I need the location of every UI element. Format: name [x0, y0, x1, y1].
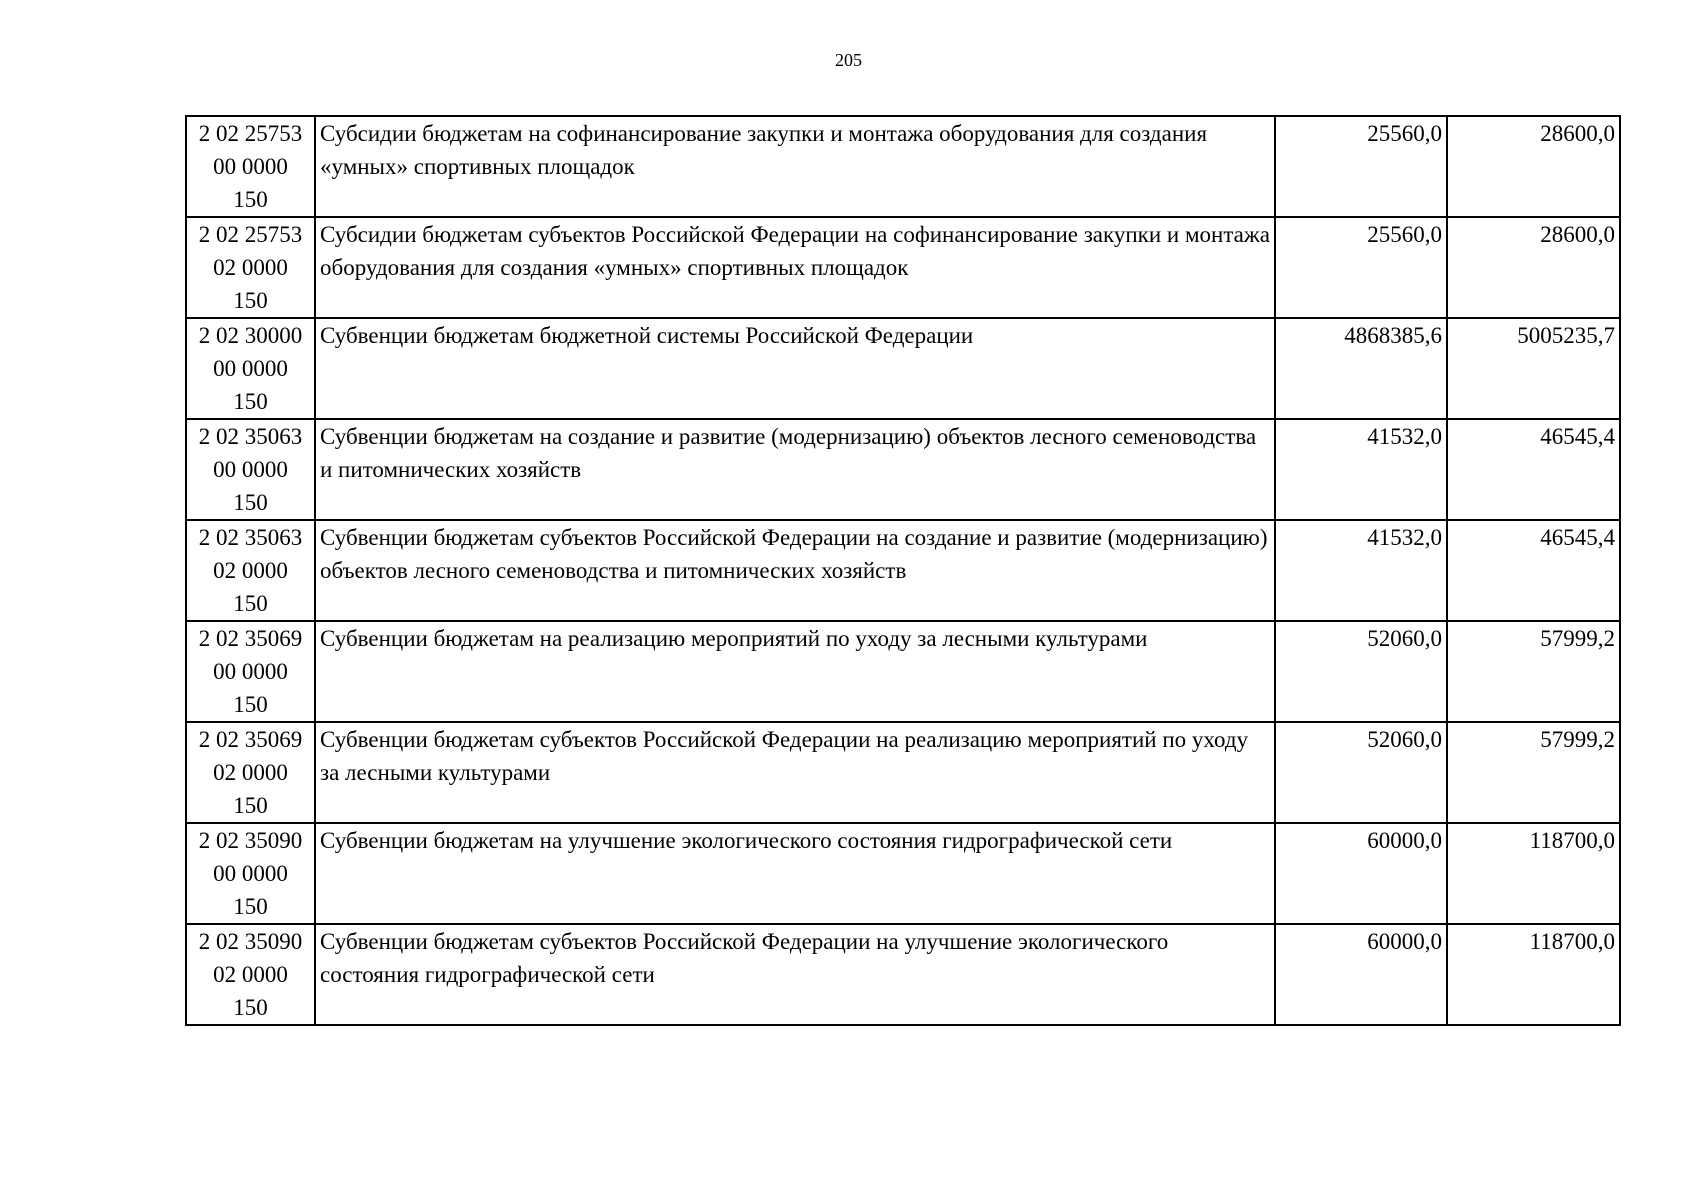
budget-code-cell — [186, 924, 315, 1025]
amount-cell-2: 57999,2 — [1447, 621, 1620, 722]
code-part: 02 0000 — [213, 255, 288, 280]
code-part: 02 0000 — [213, 962, 288, 987]
code-part: 150 — [233, 692, 268, 717]
amount-cell-1: 60000,0 — [1275, 823, 1447, 924]
budget-code-cell — [186, 621, 315, 722]
code-part: 2 02 35069 — [198, 626, 303, 651]
income-name-cell: Субсидии бюджетам субъектов Российской Федерации на софинансирование закупки и монтажа оборудования для создания «умных» спортивных площадок — [315, 217, 1275, 318]
amount-cell-2: 46545,4 — [1447, 520, 1620, 621]
code-part: 2 02 35063 — [198, 525, 303, 550]
code-part: 150 — [233, 389, 268, 414]
amount-cell-1: 4868385,6 — [1275, 318, 1447, 419]
budget-code-cell — [186, 116, 315, 217]
budget-code-cell — [186, 419, 315, 520]
code-part: 2 02 25753 — [198, 222, 303, 247]
table-row — [186, 520, 1620, 621]
amount-cell-2: 118700,0 — [1447, 924, 1620, 1025]
budget-code-cell — [186, 217, 315, 318]
code-part: 2 02 35090 — [198, 828, 303, 853]
code-part: 2 02 35063 — [198, 424, 303, 449]
code-part: 00 0000 — [213, 457, 288, 482]
income-name-cell: Субвенции бюджетам субъектов Российской Федерации на создание и развитие (модернизацию) объектов лесного семеноводства и питомнических хозяйств — [315, 520, 1275, 621]
amount-cell-1: 41532,0 — [1275, 419, 1447, 520]
amount-cell-2: 57999,2 — [1447, 722, 1620, 823]
amount-cell-2: 5005235,7 — [1447, 318, 1620, 419]
table-row — [186, 924, 1620, 1025]
budget-table — [185, 115, 1621, 1026]
income-name-cell: Субвенции бюджетам бюджетной системы Российской Федерации — [315, 318, 1275, 419]
code-part: 02 0000 — [213, 760, 288, 785]
table-row — [186, 621, 1620, 722]
table-row — [186, 217, 1620, 318]
code-part: 00 0000 — [213, 356, 288, 381]
amount-cell-1: 52060,0 — [1275, 722, 1447, 823]
income-name-cell: Субсидии бюджетам на софинансирование закупки и монтажа оборудования для создания «умных» спортивных площадок — [315, 116, 1275, 217]
budget-code-cell — [186, 823, 315, 924]
budget-code-cell — [186, 722, 315, 823]
amount-cell-1: 25560,0 — [1275, 217, 1447, 318]
amount-cell-1: 41532,0 — [1275, 520, 1447, 621]
code-part: 150 — [233, 995, 268, 1020]
code-part: 02 0000 — [213, 558, 288, 583]
code-part: 150 — [233, 187, 268, 212]
code-part: 00 0000 — [213, 659, 288, 684]
code-part: 150 — [233, 591, 268, 616]
table-row — [186, 116, 1620, 217]
code-part: 150 — [233, 793, 268, 818]
code-part: 2 02 35090 — [198, 929, 303, 954]
income-name-cell: Субвенции бюджетам субъектов Российской Федерации на реализацию мероприятий по уходу за лесными культурами — [315, 722, 1275, 823]
code-part: 150 — [233, 490, 268, 515]
amount-cell-2: 46545,4 — [1447, 419, 1620, 520]
table-row — [186, 823, 1620, 924]
amount-cell-2: 28600,0 — [1447, 116, 1620, 217]
code-part: 00 0000 — [213, 154, 288, 179]
income-name-cell: Субвенции бюджетам субъектов Российской Федерации на улучшение экологического состояния гидрографической сети — [315, 924, 1275, 1025]
amount-cell-2: 28600,0 — [1447, 217, 1620, 318]
table-row — [186, 419, 1620, 520]
income-name-cell: Субвенции бюджетам на создание и развитие (модернизацию) объектов лесного семеноводства и питомнических хозяйств — [315, 419, 1275, 520]
code-part: 2 02 35069 — [198, 727, 303, 752]
table-row — [186, 318, 1620, 419]
table-row — [186, 722, 1620, 823]
code-part: 2 02 30000 — [198, 323, 303, 348]
amount-cell-2: 118700,0 — [1447, 823, 1620, 924]
page-number: 205 — [835, 50, 862, 70]
income-name-cell: Субвенции бюджетам на улучшение экологического состояния гидрографической сети — [315, 823, 1275, 924]
budget-code-cell — [186, 520, 315, 621]
code-part: 2 02 25753 — [198, 121, 303, 146]
code-part: 00 0000 — [213, 861, 288, 886]
income-name-cell: Субвенции бюджетам на реализацию мероприятий по уходу за лесными культурами — [315, 621, 1275, 722]
budget-code-cell — [186, 318, 315, 419]
amount-cell-1: 25560,0 — [1275, 116, 1447, 217]
code-part: 150 — [233, 894, 268, 919]
code-part: 150 — [233, 288, 268, 313]
amount-cell-1: 60000,0 — [1275, 924, 1447, 1025]
amount-cell-1: 52060,0 — [1275, 621, 1447, 722]
